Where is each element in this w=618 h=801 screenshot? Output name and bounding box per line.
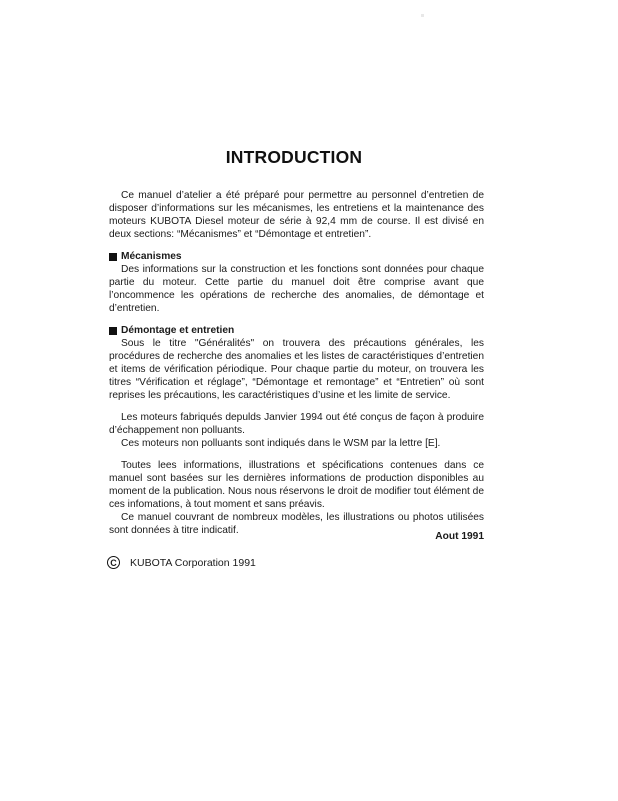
section-body: Des informations sur la construction et les fonctions sont données pour chaque partie du moteur. Cette partie du manuel doit être comprise avant que l’oncommence les opérations de recherche des anomalies, de démontage et d’entretien. (109, 264, 484, 314)
copyright-line (107, 556, 256, 569)
disclaimer-block (109, 459, 484, 537)
scan-speck (421, 14, 424, 17)
publication-date: Aout 1991 (435, 531, 484, 542)
emissions-paragraph: Les moteurs fabriqués depulds Janvier 1994 out été conçus de façon à produire d’échappement non polluants. (109, 412, 484, 436)
section-heading-text: Démontage et entretien (121, 325, 235, 336)
copyright-icon: C (107, 556, 120, 569)
page-title: INTRODUCTION (225, 146, 363, 167)
square-bullet-icon (109, 327, 117, 335)
section-heading (109, 250, 484, 263)
section-body: Sous le titre "Généralités" on trouvera des précautions générales, les procédures de recherche des anomalies et les listes de caractéristiques d’entretien et items de vérification périodique. Pour chaque partie du moteur, on trouvera les titres “Vérification et réglage”, “Démontage et remontage” et “Entretien” où sont reprises les précautions, les caractéristiques d’usine et les limite de service. (109, 338, 484, 401)
document-body (109, 189, 484, 546)
intro-block (109, 189, 484, 241)
disclaimer-paragraph: Ce manuel couvrant de nombreux modèles, les illustrations ou photos utilisées sont données à titre indicatif. (109, 512, 484, 536)
section-demontage (109, 324, 484, 402)
emissions-block (109, 411, 484, 450)
emissions-paragraph: Ces moteurs non polluants sont indiqués dans le WSM par la lettre [E]. (121, 438, 441, 449)
intro-paragraph: Ce manuel d’atelier a été préparé pour permettre au personnel d’entretien de disposer d’informations sur les mécanismes, les entretiens et la maintenance des moteurs KUBOTA Diesel moteur de série à 92,4 mm de course. Il est divisé en deux sections: “Mécanismes” et “Démontage et entretien”. (109, 190, 484, 240)
disclaimer-paragraph: Toutes lees informations, illustrations et spécifications contenues dans ce manuel sont basées sur les dernières informations de production disponibles au moment de la publication. Nous nous réservons le droit de modifier tout élément de ces infomations, à tout moment et sans préavis. (109, 460, 484, 510)
section-heading (109, 324, 484, 337)
section-mecanismes (109, 250, 484, 315)
square-bullet-icon (109, 253, 117, 261)
section-heading-text: Mécanismes (121, 251, 182, 262)
copyright-text: KUBOTA Corporation 1991 (130, 556, 256, 569)
